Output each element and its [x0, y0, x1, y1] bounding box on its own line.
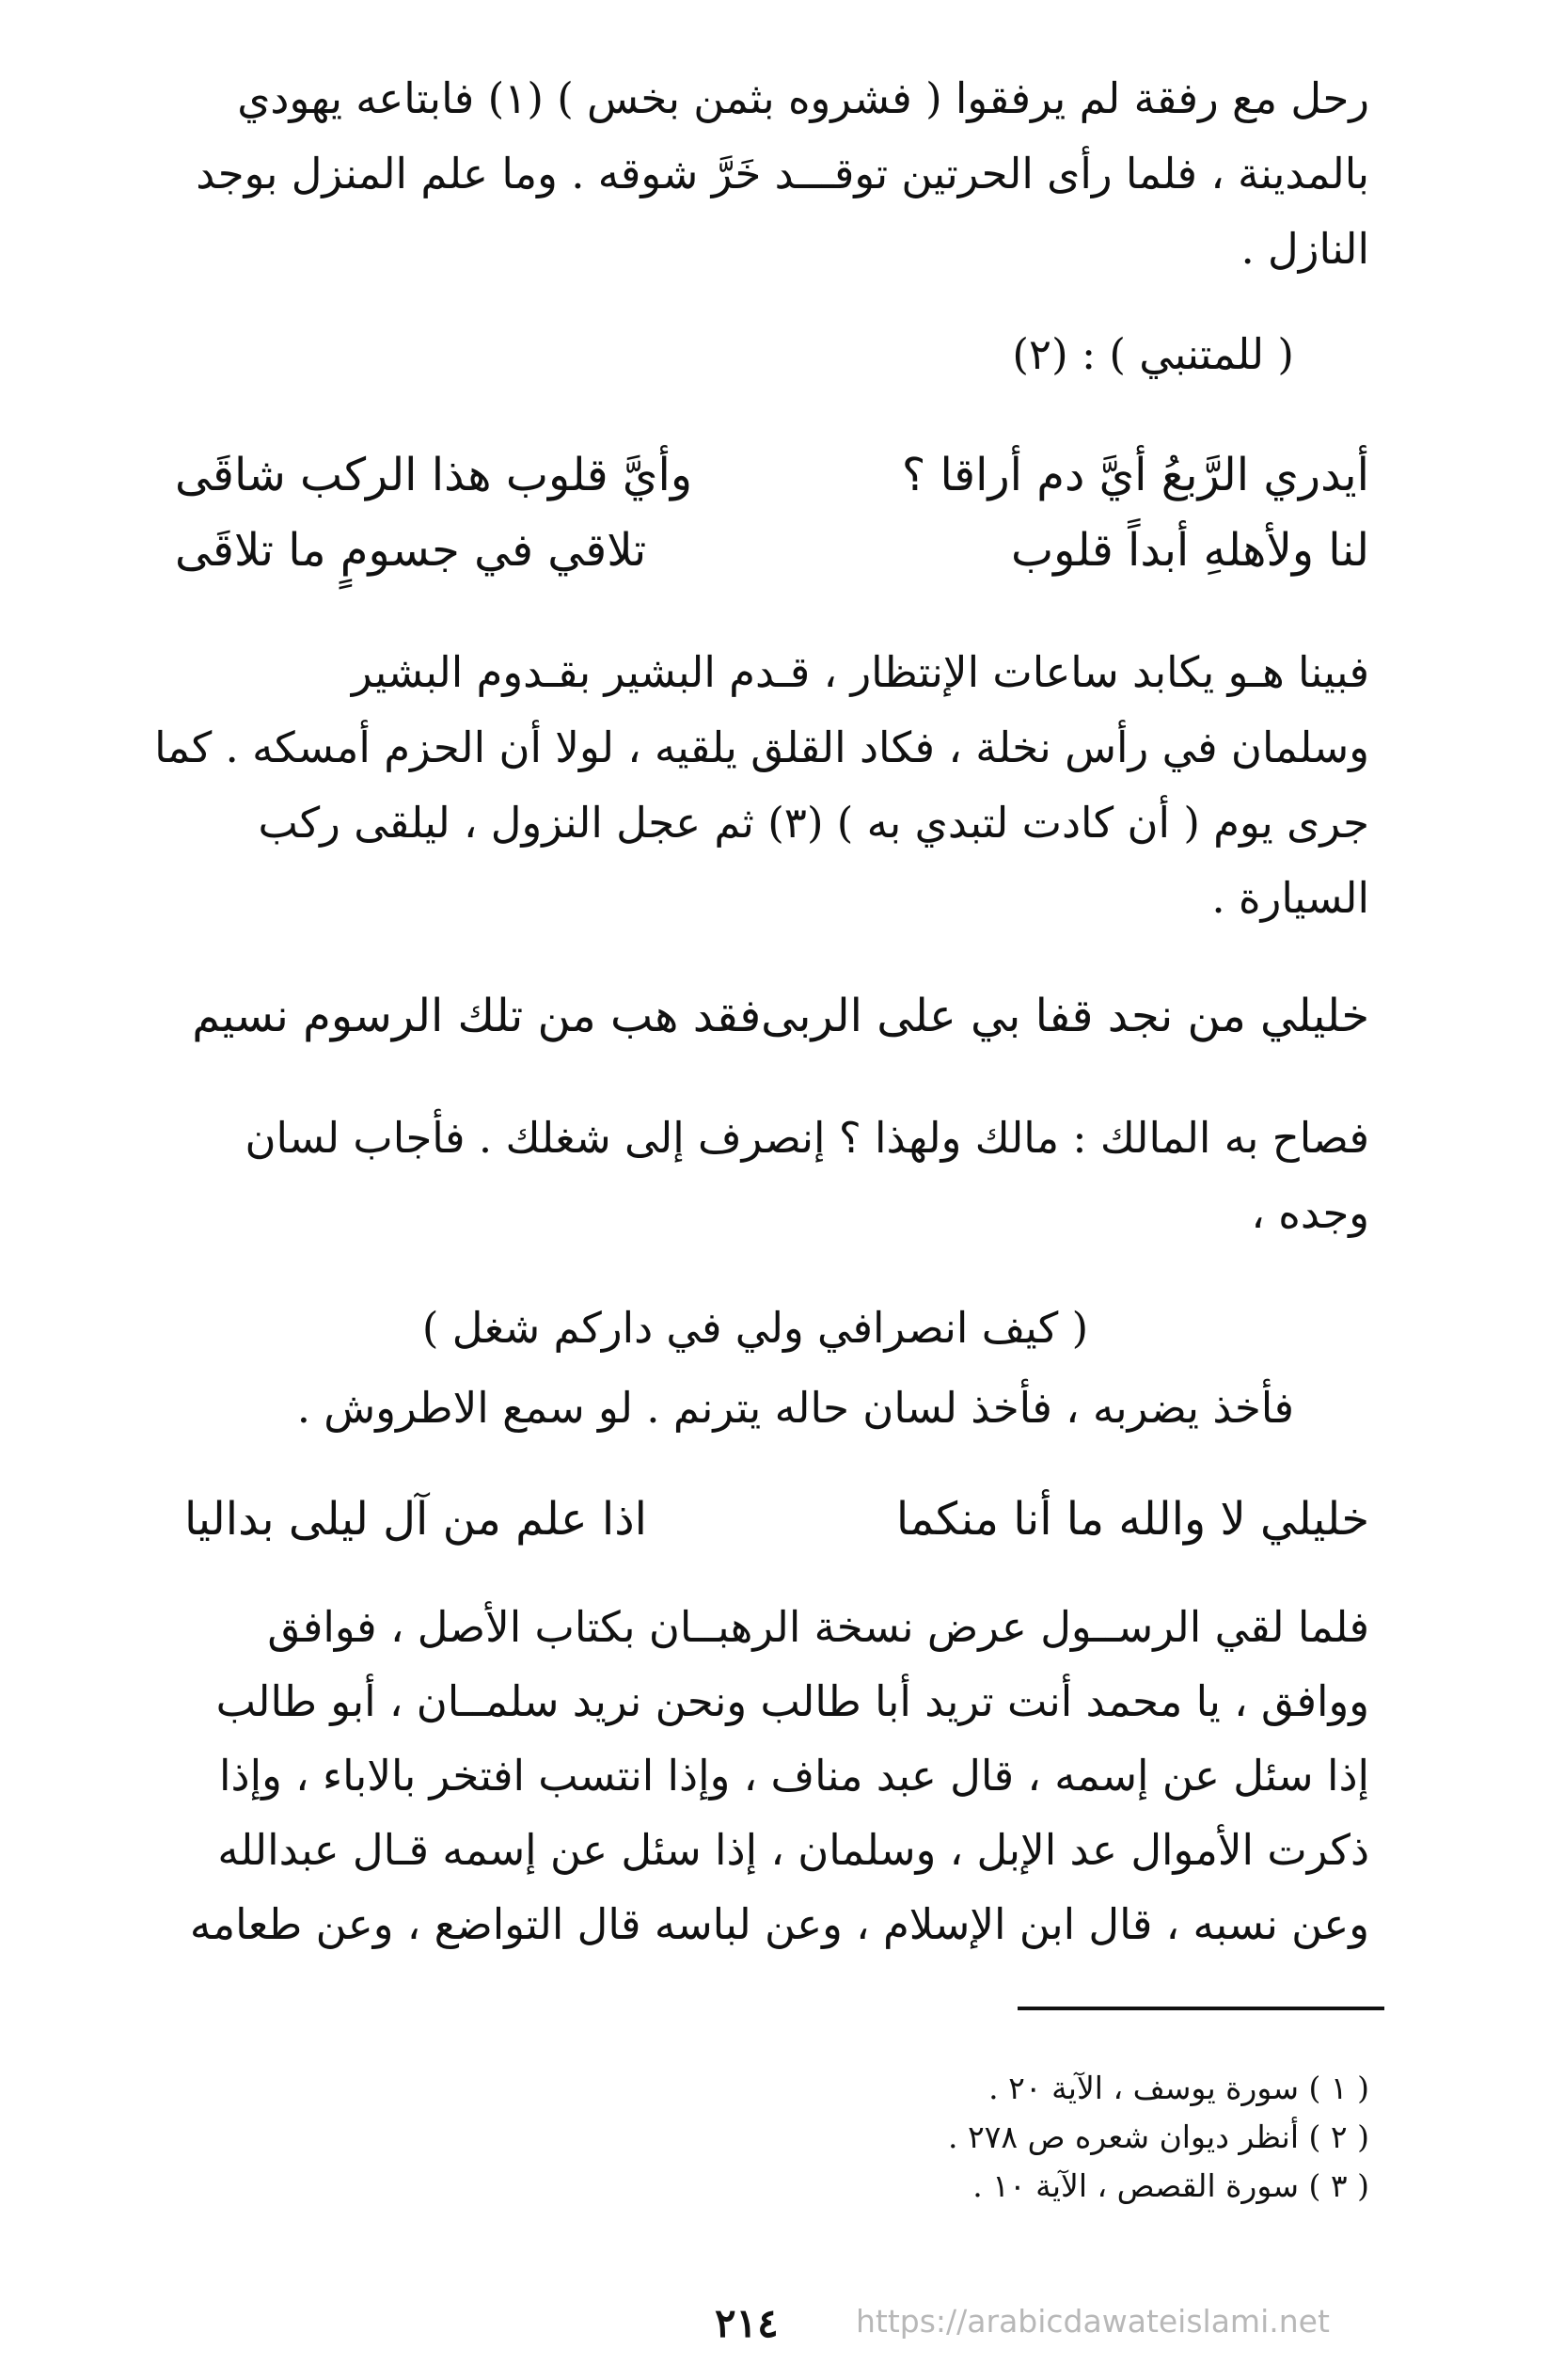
- paragraph-4: فأخذ يضربه ، فأخذ لسان حاله يترنم . لو سمع الاطروش .: [296, 1383, 1294, 1433]
- footnote-2: ( ٢ ) أنظر ديوان شعره ص ٢٧٨ .: [947, 2118, 1369, 2155]
- verse-line-1: [175, 437, 1369, 513]
- text-line: فصاح به المالك : مالك ولهذا ؟ إنصرف إلى شغلك . فأجاب لسان: [245, 1113, 1369, 1163]
- centered-quote: ( كيف انصرافي ولي في داركم شغل ): [421, 1303, 1089, 1353]
- verse-hemistich-left: وأيَّ قلوب هذا الركب شاقَى: [175, 449, 693, 501]
- footnote-1: ( ١ ) سورة يوسف ، الآية ٢٠ .: [988, 2070, 1369, 2106]
- text-line: فلما لقي الرســول عرض نسخة الرهبــان بكتاب الأصل ، فوافق: [267, 1602, 1369, 1652]
- text-line: وسلمان في رأس نخلة ، فكاد القلق يلقيه ، لولا أن الحزم أمسكه . كما: [154, 722, 1369, 772]
- text-line: ووافق ، يا محمد أنت تريد أبا طالب ونحن نريد سلمــان ، أبو طالب: [215, 1676, 1369, 1726]
- verse-hemistich-right: لنا ولأهلهِ أبداً قلوب: [1010, 524, 1369, 577]
- text-line: رحل مع رفقة لم يرفقوا ( فشروه بثمن بخس ) (١) فابتاعه يهودي: [237, 73, 1369, 123]
- poet-attribution: ( للمتنبي ) : (٢): [1012, 329, 1294, 379]
- verse-hemistich-right: خليلي لا والله ما أنا منكما: [895, 1493, 1369, 1546]
- verse-line-2: [175, 513, 1369, 588]
- footnote-rule: [1018, 2007, 1384, 2010]
- verse-line-4: [184, 1482, 1369, 1557]
- text-line: النازل .: [1240, 224, 1369, 274]
- text-line: وعن نسبه ، قال ابن الإسلام ، وعن لباسه قال التواضع ، وعن طعامه: [189, 1899, 1369, 1949]
- paragraph-3: [175, 1101, 1369, 1251]
- text-line: وجده ،: [1251, 1188, 1369, 1238]
- text-line: بالمدينة ، فلما رأى الحرتين توقـــد خَرَّ شوقه . وما علم المنزل بوجد: [196, 149, 1369, 198]
- text-line: فبينا هـو يكابد ساعات الإنتظار ، قـدم البشير بقـدوم البشير: [351, 647, 1369, 697]
- verse-hemistich-left: اذا علم من آل ليلى بداليا: [184, 1493, 647, 1546]
- footnote-3: ( ٣ ) سورة القصص ، الآية ١٠ .: [972, 2167, 1369, 2204]
- verse-hemistich-left: تلاقي في جسومٍ ما تلاقَى: [175, 524, 647, 577]
- verse-line-3: [194, 978, 1369, 1054]
- text-line: جرى يوم ( أن كادت لتبدي به ) (٣) ثم عجل النزول ، ليلقى ركب: [258, 798, 1369, 848]
- verse-hemistich-right: أيدري الرَّبعُ أيَّ دم أراقا ؟: [901, 449, 1369, 501]
- text-line: ذكرت الأموال عد الإبل ، وسلمان ، إذا سئل عن إسمه قـال عبدالله: [217, 1825, 1369, 1875]
- page-number: ٢١٤: [715, 2300, 779, 2346]
- text-line: إذا سئل عن إسمه ، قال عبد مناف ، وإذا انتسب افتخر بالاباء ، وإذا: [219, 1751, 1369, 1801]
- text-line: السيارة .: [1211, 873, 1369, 923]
- verse-hemistich-left: فقد هب من تلك الرسوم نسيم: [192, 990, 762, 1042]
- paragraph-2: [154, 635, 1369, 936]
- paragraph-1: [175, 61, 1369, 287]
- watermark-url: https://arabicdawateislami.net: [856, 2303, 1330, 2340]
- paragraph-5: [175, 1590, 1369, 1961]
- verse-hemistich-right: خليلي من نجد قفا بي على الربى: [761, 990, 1369, 1042]
